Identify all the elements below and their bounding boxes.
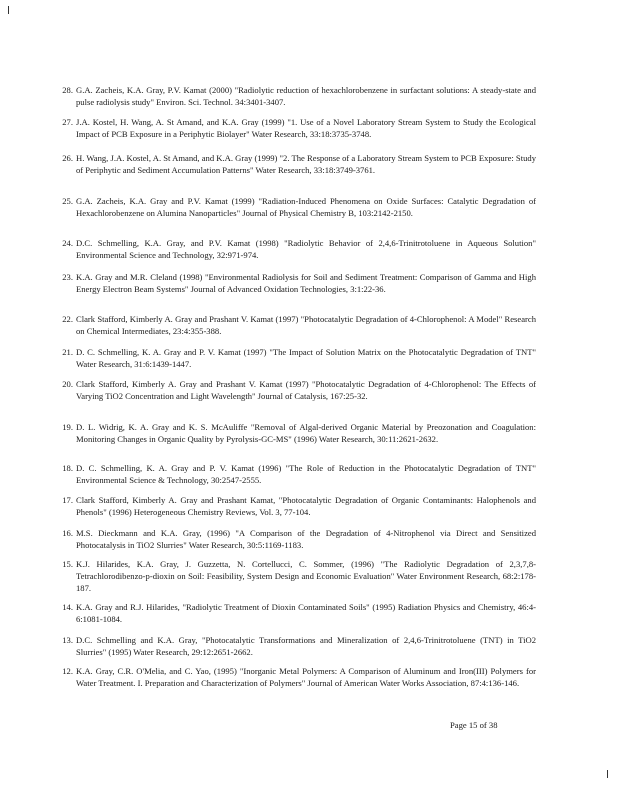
reference-text: D.C. Schmelling, K.A. Gray, and P.V. Kamat (1998) "Radiolytic Behavior of 2,4,6-Trinitrotoluene in Aqueous Solution" Environmental Science and Technology, 32:971-974. bbox=[76, 238, 536, 261]
reference-text: H. Wang, J.A. Kostel, A. St Amand, and K.A. Gray (1999) "2. The Response of a Laboratory Stream System to PCB Exposure: Study of Periphytic and Sediment Accumulation Patterns" Water Research, 33:18:3749-3761. bbox=[76, 153, 536, 176]
reference-text: G.A. Zacheis, K.A. Gray and P.V. Kamat (1999) "Radiation-Induced Phenomena on Oxide Surfaces: Catalytic Degradation of Hexachlorobenzene on Alumina Nanoparticles" Journal of Physical Chemistry B, 103:2142-2150. bbox=[76, 196, 536, 219]
reference-text: K.J. Hilarides, K.A. Gray, J. Guzzetta, N. Cortellucci, C. Sommer, (1996) "The Radiolytic Degradation of 2,3,7,8-Tetrachlorodibenzo-p-dioxin on Soil: Feasibility, System Design and Economic Evaluation" Water Environment Research, 68:2:178-187. bbox=[76, 559, 536, 594]
reference-text: K.A. Gray and M.R. Cleland (1998) "Environmental Radiolysis for Soil and Sediment Treatment: Comparison of Gamma and High Energy Electron Beam Systems" Journal of Advanced Oxidation Technologies, 3:1:22-36. bbox=[76, 272, 536, 295]
reference-item bbox=[62, 84, 536, 108]
reference-item bbox=[62, 346, 536, 370]
reference-number: 24. bbox=[62, 238, 73, 248]
reference-number: 13. bbox=[62, 635, 73, 645]
reference-number: 17. bbox=[62, 495, 73, 505]
reference-number: 16. bbox=[62, 528, 73, 538]
reference-text: K.A. Gray, C.R. O'Melia, and C. Yao, (1995) "Inorganic Metal Polymers: A Comparison of Aluminum and Iron(III) Polymers for Water Treatment. I. Preparation and Characterization of Polymers" Journal of American Water Works Association, 87:4:136-146. bbox=[76, 666, 536, 689]
reference-text: G.A. Zacheis, K.A. Gray, P.V. Kamat (2000) "Radiolytic reduction of hexachlorobenzene in surfactant solutions: A steady-state and pulse radiolysis study" Environ. Sci. Technol. 34:3401-3407. bbox=[76, 85, 536, 108]
reference-item bbox=[62, 152, 536, 176]
reference-text: D. L. Widrig, K. A. Gray and K. S. McAuliffe "Removal of Algal-derived Organic Material by Preozonation and Coagulation: Monitoring Changes in Organic Quality by Pyrolysis-GC-MS" (1996) Water Research, 30:11:2621-2632. bbox=[76, 422, 536, 445]
reference-number: 21. bbox=[62, 347, 73, 357]
reference-number: 19. bbox=[62, 422, 73, 432]
reference-item bbox=[62, 665, 536, 689]
reference-number: 14. bbox=[62, 602, 73, 612]
reference-item bbox=[62, 634, 536, 658]
reference-text: D.C. Schmelling and K.A. Gray, "Photocatalytic Transformations and Mineralization of 2,4,6-Trinitrotoluene (TNT) in TiO2 Slurries" (1995) Water Research, 29:12:2651-2662. bbox=[76, 635, 536, 658]
reference-text: J.A. Kostel, H. Wang, A. St Amand, and K.A. Gray (1999) "1. Use of a Novel Laboratory Stream System to Study the Ecological Impact of PCB Exposure in a Periphytic Biolayer" Water Research, 33:18:3735-3748. bbox=[76, 117, 536, 140]
reference-text: M.S. Dieckmann and K.A. Gray, (1996) "A Comparison of the Degradation of 4-Nitrophenol via Direct and Sensitized Photocatalysis in TiO2 Slurries" Water Research, 30:5:1169-1183. bbox=[76, 528, 536, 551]
reference-text: Clark Stafford, Kimberly A. Gray and Prashant V. Kamat (1997) "Photocatalytic Degradation of 4-Chlorophenol: The Effects of Varying TiO2 Concentration and Light Wavelength" Journal of Catalysis, 167:25-32. bbox=[76, 379, 536, 402]
reference-number: 26. bbox=[62, 153, 73, 163]
reference-text: D. C. Schmelling, K. A. Gray and P. V. Kamat (1997) "The Impact of Solution Matrix on the Photocatalytic Degradation of TNT" Water Research, 31:6:1439-1447. bbox=[76, 347, 536, 370]
reference-number: 22. bbox=[62, 314, 73, 324]
reference-item bbox=[62, 378, 536, 402]
reference-item bbox=[62, 421, 536, 445]
reference-number: 18. bbox=[62, 463, 73, 473]
reference-number: 23. bbox=[62, 272, 73, 282]
reference-item bbox=[62, 601, 536, 625]
reference-text: D. C. Schmelling, K. A. Gray and P. V. Kamat (1996) "The Role of Reduction in the Photocatalytic Degradation of TNT" Environmental Science & Technology, 30:2547-2555. bbox=[76, 463, 536, 486]
reference-item bbox=[62, 462, 536, 486]
reference-number: 15. bbox=[62, 559, 73, 569]
reference-number: 27. bbox=[62, 117, 73, 127]
reference-item bbox=[62, 116, 536, 140]
reference-text: Clark Stafford, Kimberly A. Gray and Prashant V. Kamat (1997) "Photocatalytic Degradation of 4-Chlorophenol: A Model" Research on Chemical Intermediates, 23:4:355-388. bbox=[76, 314, 536, 337]
reference-item bbox=[62, 313, 536, 337]
reference-item bbox=[62, 558, 536, 595]
reference-number: 28. bbox=[62, 85, 73, 95]
edge-mark bbox=[607, 770, 608, 778]
reference-text: K.A. Gray and R.J. Hilarides, "Radiolytic Treatment of Dioxin Contaminated Soils" (1995) Radiation Physics and Chemistry, 46:4-6:1081-1084. bbox=[76, 602, 536, 625]
reference-item bbox=[62, 494, 536, 518]
reference-item bbox=[62, 527, 536, 551]
reference-item bbox=[62, 237, 536, 261]
reference-item bbox=[62, 195, 536, 219]
reference-number: 12. bbox=[62, 666, 73, 676]
reference-item bbox=[62, 271, 536, 295]
page-number: Page 15 of 38 bbox=[450, 720, 498, 730]
reference-number: 25. bbox=[62, 196, 73, 206]
reference-number: 20. bbox=[62, 379, 73, 389]
corner-mark bbox=[8, 6, 9, 14]
reference-text: Clark Stafford, Kimberly A. Gray and Prashant Kamat, "Photocatalytic Degradation of Organic Contaminants: Halophenols and Phenols" (1996) Heterogeneous Chemistry Reviews, Vol. 3, 77-104. bbox=[76, 495, 536, 518]
